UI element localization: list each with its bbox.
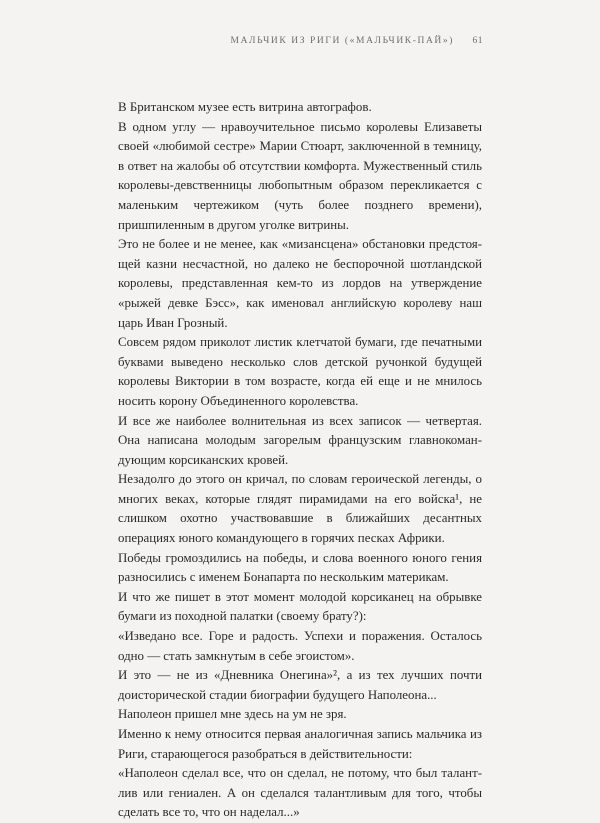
paragraph: И это — не из «Дневника Онегина»², а из тех лучших почти доисторической стадии биографии будущего Наполеона...	[118, 668, 482, 702]
paragraph: И что же пишет в этот момент молодой корсиканец на обрывке бумаги из походной палатки (своему брату?):	[118, 589, 482, 624]
paragraph: Именно к нему относится первая аналогичная запись мальчика из Риги, старающегося разобраться в действительности:	[118, 727, 482, 761]
paragraph: Это не более и не менее, как «мизансцена» обстановки предстоящей казни несчастной, но далеко не беспорочной шотландской королевы, представленная кем-то из лордов на утверждение «рыжей девке Бэсс», как именовал английскую королеву наш царь Иван Грозный.	[118, 237, 482, 330]
paragraph: «Наполеон сделал все, что он сделал, не потому, что был талантлив или гениален. А он сделался талантливым для того, чтобы сделать все то, что он наделал...»	[118, 766, 482, 820]
paragraph: Победы громоздились на победы, и слова военного юного гения разносились с именем Бонапарта по нескольким материкам.	[118, 550, 482, 585]
paragraph: Наполеон пришел мне здесь на ум не зря.	[118, 707, 347, 722]
running-title: МАЛЬЧИК ИЗ РИГИ («МАЛЬЧИК-ПАЙ»)	[230, 36, 454, 46]
paragraph: Незадолго до этого он кричал, по словам героической легенды, о многих веках, которые глядят пирамидами на его войска¹, не слишком охотно участвовавшие в ближайших десантных операциях юного командующего в горячих песках Африки.	[118, 472, 482, 546]
page-number: 61	[472, 36, 483, 46]
paragraph: В одном углу — нравоучительное письмо королевы Елизаветы своей «любимой сестре» Марии Стюарт, заключенной в темницу, в ответ на жалобы об отсутствии комфорта. Мужественный стиль королевы-девственницы любопытным образом перекликается с маленьким чертежиком (чуть более позднего времени), пришпиленным в другом уголке витрины.	[118, 119, 482, 232]
paragraph: И все же наиболее волнительная из всех записок — четвертая. Она написана молодым загорелым французским главнокомандующим корсиканских кровей.	[118, 413, 482, 467]
paragraph: «Изведано все. Горе и радость. Успехи и поражения. Осталось одно — стать замкнутым в себе эгоистом».	[118, 629, 482, 663]
paragraph: В Британском музее есть витрина автографов.	[118, 100, 372, 114]
body-text	[118, 98, 482, 823]
paragraph: Совсем рядом приколот листик клетчатой бумаги, где печатными буквами выведено несколько слов детской ручонкой будущей королевы Виктории в том возрасте, когда ей еще и не мнилось носить корону Объединенного королевства.	[118, 335, 482, 408]
